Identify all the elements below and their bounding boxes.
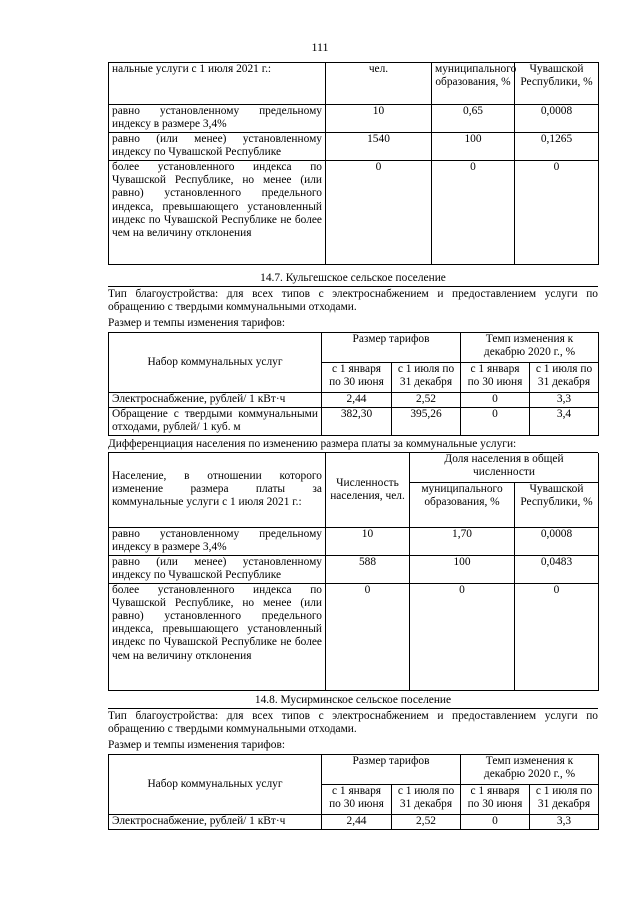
col-count-header: Численность населения, чел. [326,453,410,527]
section-heading: 14.8. Мусирминское сельское поселение [108,694,598,709]
sub-jul-dec: с 1 июля по 31 декабря [392,363,461,393]
table-row-republic: 0,0008 [515,105,599,133]
sub-jan-jun: с 1 января по 30 июня [322,785,392,815]
table-row-municipal: 0,65 [432,105,515,133]
table-row-republic: 0,1265 [515,133,599,161]
table-row-size1: 2,44 [322,393,392,408]
table-row-count: 1540 [326,133,432,161]
col-tariff-size-header: Размер тарифов [322,333,461,363]
top-diff-table [108,62,599,265]
table-row-service: Обращение с твердыми коммунальными отходами, рублей/ 1 куб. м [109,408,322,436]
table-row-count: 10 [326,105,432,133]
diff-table [108,453,599,691]
table-row-service: Электроснабжение, рублей/ 1 кВт·ч [109,815,322,830]
tariffs-label: Размер и темпы изменения тарифов: [108,739,286,751]
col-share-header: Доля населения в общей численности [410,453,599,482]
table-row-growth2: 3,3 [530,815,599,830]
table-row-growth2: 3,4 [530,408,599,436]
table-row-growth1: 0 [461,408,530,436]
table-row-growth1: 0 [461,815,530,830]
tariff-table [108,754,599,830]
col-population-header: Население, в отношении которого изменение размера платы за коммунальные услуги с 1 июля 2021 г.: [109,453,326,527]
sub-jan-jun: с 1 января по 30 июня [322,363,392,393]
table-row-size2: 395,26 [392,408,461,436]
table-row-republic: 0 [515,161,599,265]
improvement-type-text: Тип благоустройства: для всех типов с электроснабжением и предоставлением услуги по обращению с твердыми коммунальными отходами. [108,288,598,314]
top-header-label: нальные услуги с 1 июля 2021 г.: [109,63,326,105]
table-row-municipal: 100 [410,555,515,583]
diff-label: Дифференциация населения по изменению размера платы за коммунальные услуги: [108,438,598,453]
table-row-size2: 2,52 [392,393,461,408]
table-row-growth2: 3,3 [530,393,599,408]
table-row-service: Электроснабжение, рублей/ 1 кВт·ч [109,393,322,408]
sub-jul-dec: с 1 июля по 31 декабря [530,785,599,815]
tariffs-label: Размер и темпы изменения тарифов: [108,317,286,329]
table-row-size1: 2,44 [322,815,392,830]
table-row-count: 0 [326,161,432,265]
col-republic-header: Чувашской Республики, % [515,482,599,527]
table-row-label: равно установленному предельному индексу в размере 3,4% [109,527,326,555]
sub-jan-jun: с 1 января по 30 июня [461,363,530,393]
table-row-republic: 0 [515,583,599,690]
tariff-table [108,332,599,436]
table-row-municipal: 0 [432,161,515,265]
table-row-growth1: 0 [461,393,530,408]
sub-jul-dec: с 1 июля по 31 декабря [392,785,461,815]
top-header-republic: Чувашской Республики, % [515,63,599,105]
col-growth-header: Темп изменения к декабрю 2020 г., % [461,333,599,363]
table-row-count: 0 [326,583,410,690]
sub-jan-jun: с 1 января по 30 июня [461,785,530,815]
improvement-type-text: Тип благоустройства: для всех типов с электроснабжением и предоставлением услуги по обращению с твердыми коммунальными отходами. [108,710,598,736]
section-heading: 14.7. Кульгешское сельское поселение [108,272,598,287]
sub-jul-dec: с 1 июля по 31 декабря [530,363,599,393]
table-row-municipal: 0 [410,583,515,690]
top-header-municipal: муниципального образования, % [432,63,515,105]
col-services-header: Набор коммунальных услуг [109,333,322,393]
table-row-label: более установленного индекса по Чувашской Республике, но менее (или равно) установленного предельного индекса, превышающего установленный индекс по Чувашской Республике не более чем на величину отклонения [109,161,326,265]
table-row-label: равно установленному предельному индексу в размере 3,4% [109,105,326,133]
col-growth-header: Темп изменения к декабрю 2020 г., % [461,755,599,785]
table-row-size2: 2,52 [392,815,461,830]
table-row-republic: 0,0483 [515,555,599,583]
table-row-municipal: 1,70 [410,527,515,555]
col-services-header: Набор коммунальных услуг [109,755,322,815]
page-number: 111 [311,40,329,54]
top-header-count-unit: чел. [326,63,432,105]
table-row-count: 10 [326,527,410,555]
col-municipal-header: муниципального образования, % [410,482,515,527]
table-row-label: равно (или менее) установленному индексу по Чувашской Республике [109,133,326,161]
table-row-size1: 382,30 [322,408,392,436]
table-row-count: 588 [326,555,410,583]
table-row-label: равно (или менее) установленному индексу по Чувашской Республике [109,555,326,583]
table-row-republic: 0,0008 [515,527,599,555]
col-tariff-size-header: Размер тарифов [322,755,461,785]
table-row-label: более установленного индекса по Чувашской Республике, но менее (или равно) установленного предельного индекса, превышающего установленный индекс по Чувашской Республике не более чем на величину отклонения [109,583,326,690]
table-row-municipal: 100 [432,133,515,161]
